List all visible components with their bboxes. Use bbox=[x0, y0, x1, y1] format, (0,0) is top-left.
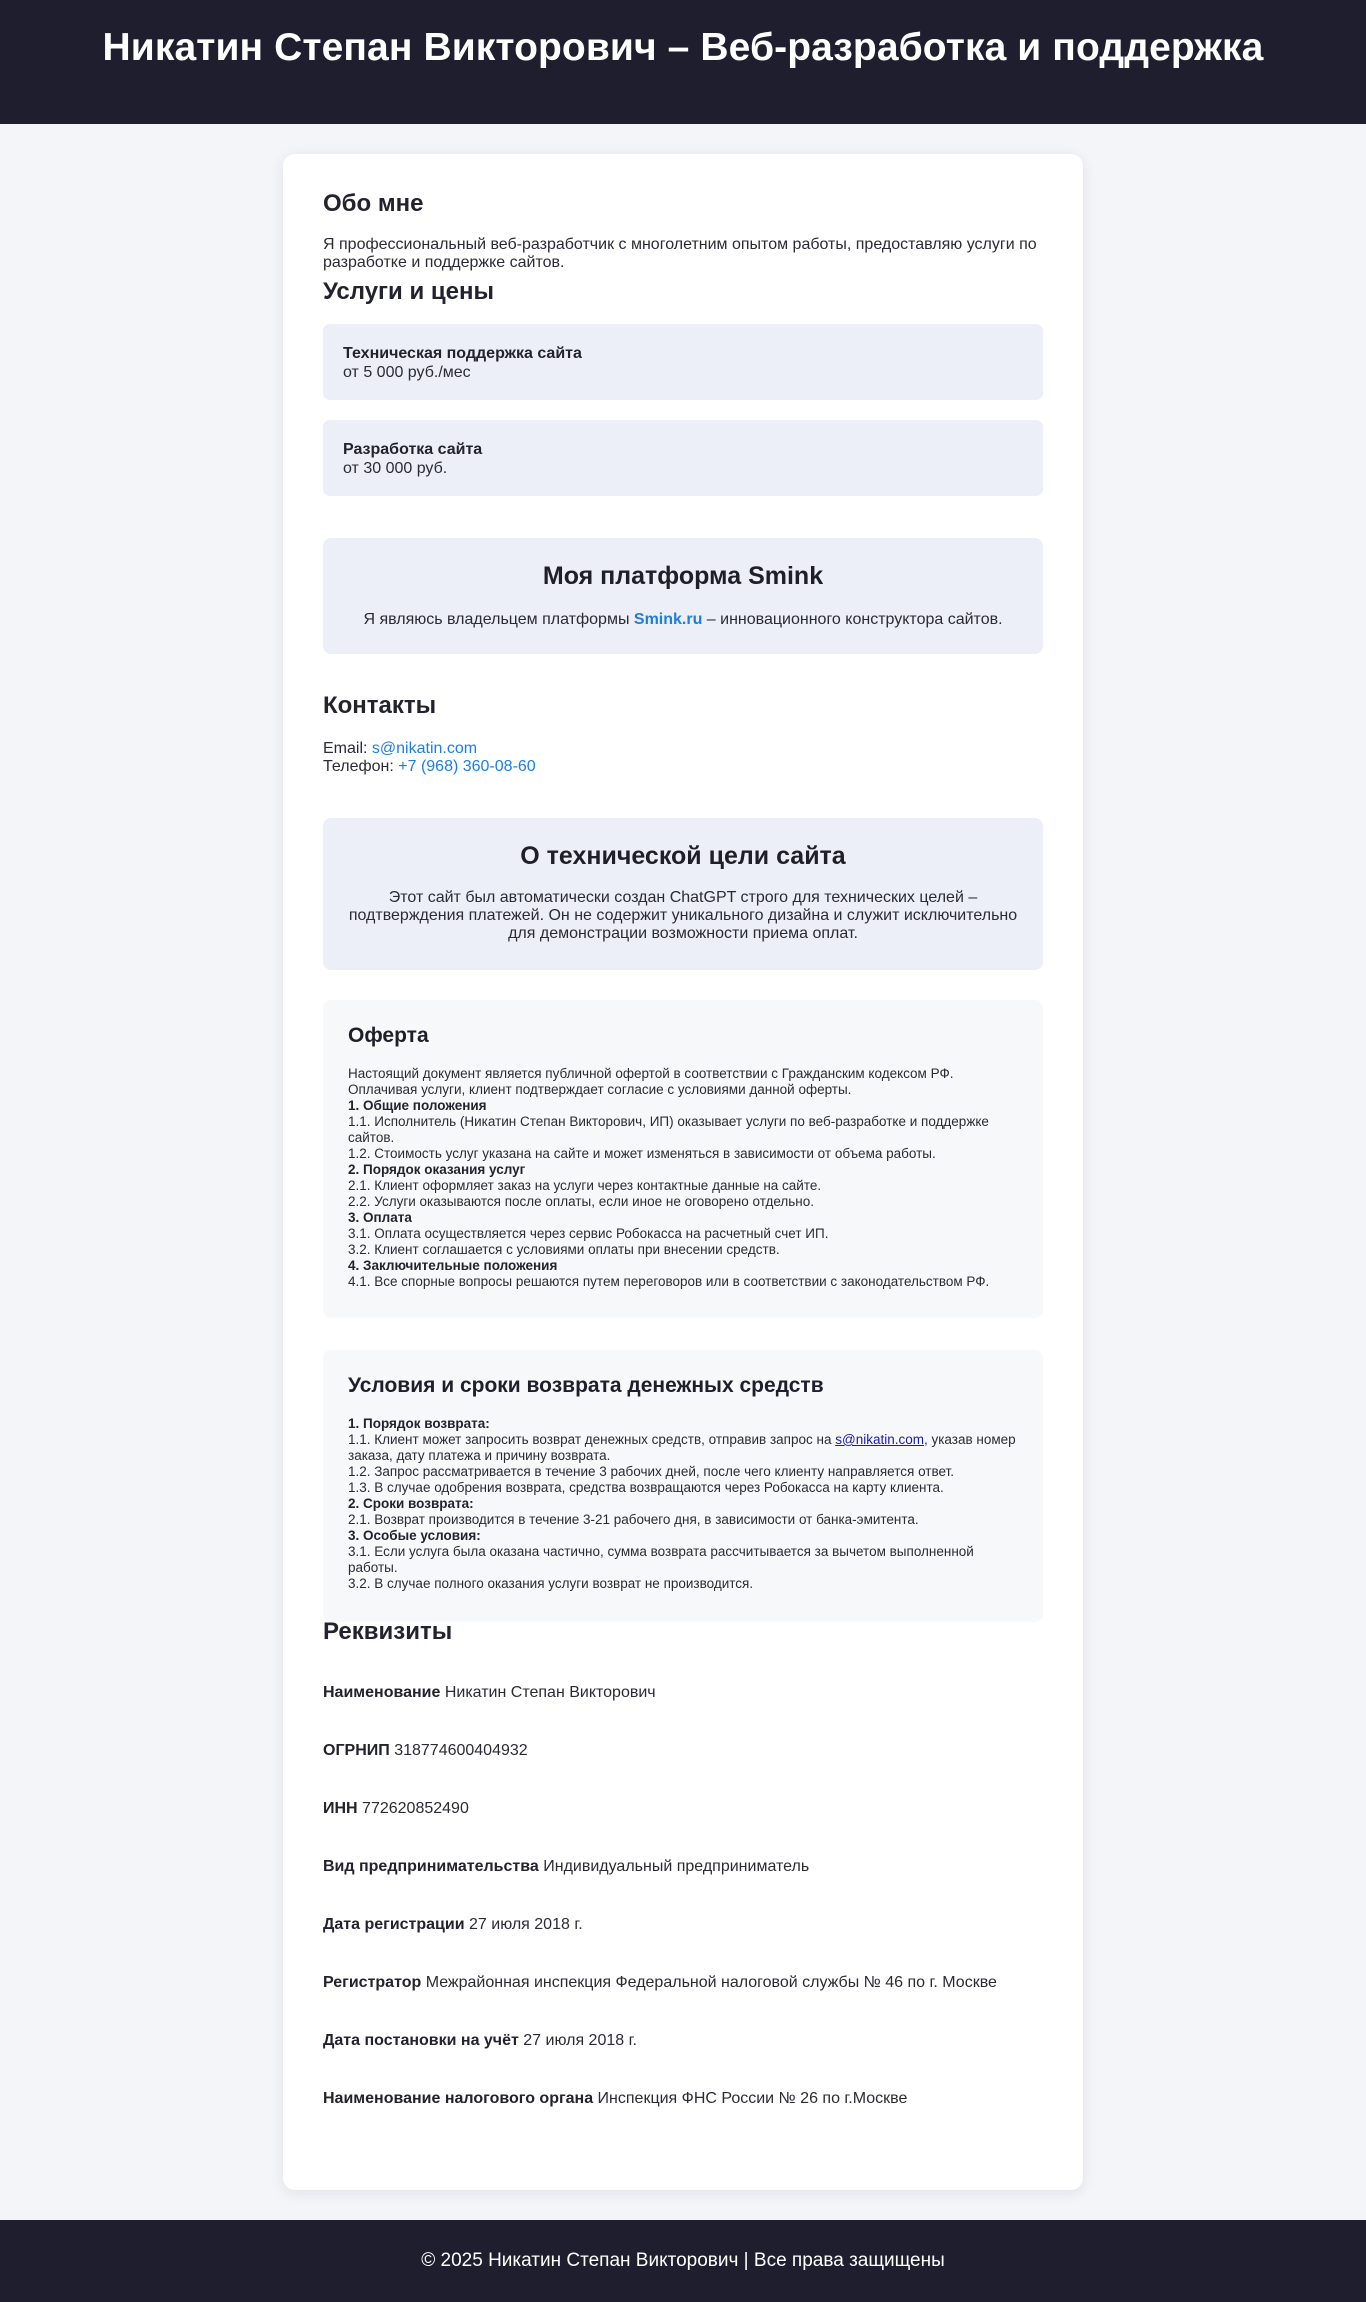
contacts-heading: Контакты bbox=[323, 692, 437, 719]
refund-line: 3.2. В случае полного оказания услуги возврат не производится. bbox=[348, 1576, 754, 1591]
refund-line bbox=[348, 1432, 1018, 1464]
contact-phone-line bbox=[323, 758, 1043, 776]
platform-text bbox=[323, 611, 1043, 629]
offer-line: 3.2. Клиент соглашается с условиями оплаты при внесении средств. bbox=[348, 1242, 780, 1257]
email-link[interactable]: s@nikatin.com bbox=[371, 740, 478, 757]
phone-label: Телефон: bbox=[323, 758, 399, 775]
refund-section bbox=[323, 1350, 1043, 1622]
offer-line: 2.2. Услуги оказываются после оплаты, если иное не оговорено отдельно. bbox=[348, 1194, 815, 1209]
purpose-panel bbox=[323, 818, 1043, 970]
requisite-row bbox=[323, 1858, 809, 1876]
requisite-label: Регистратор bbox=[323, 1974, 422, 1991]
requisite-label: Наименование bbox=[323, 1684, 441, 1701]
refund-line: 2.1. Возврат производится в течение 3-21 рабочего дня, в зависимости от банка-эмитента. bbox=[348, 1512, 919, 1527]
site-header bbox=[0, 0, 1366, 124]
platform-text-end: – инновационного конструктора сайтов. bbox=[702, 611, 1003, 628]
requisite-value: Межрайонная инспекция Федеральной налоговой службы № 46 по г. Москве bbox=[421, 1974, 997, 1991]
requisite-value: Никатин Степан Викторович bbox=[440, 1684, 656, 1701]
about-text: Я профессиональный веб-разработчик с многолетним опытом работы, предоставляю услуги по разработке и поддержке сайтов. bbox=[323, 236, 1037, 271]
offer-heading: Оферта bbox=[348, 1024, 429, 1047]
offer-section-title: 3. Оплата bbox=[348, 1210, 412, 1225]
refund-line-end: , указав номер заказа, дату платежа и причину возврата. bbox=[348, 1432, 1016, 1463]
copyright-text: © 2025 Никатин Степан Викторович | Все права защищены bbox=[421, 2250, 945, 2271]
requisite-label: Дата постановки на учёт bbox=[323, 2032, 519, 2049]
requisite-value: 772620852490 bbox=[357, 1800, 469, 1817]
offer-body bbox=[348, 1066, 1018, 1290]
platform-text-start: Я являюсь владельцем платформы bbox=[363, 611, 634, 628]
requisite-value: 318774600404932 bbox=[389, 1742, 528, 1759]
requisite-row bbox=[323, 1742, 528, 1760]
offer-line: 3.1. Оплата осуществляется через сервис Робокасса на расчетный счет ИП. bbox=[348, 1226, 829, 1241]
requisites-heading: Реквизиты bbox=[323, 1618, 453, 1645]
offer-intro: Настоящий документ является публичной офертой в соответствии с Гражданским кодексом РФ. Оплачивая услуги, клиент подтверждает согласие с условиями данной оферты. bbox=[348, 1066, 954, 1097]
offer-section bbox=[323, 1000, 1043, 1318]
about-heading: Обо мне bbox=[323, 190, 424, 217]
refund-email-link[interactable]: s@nikatin.com bbox=[835, 1432, 924, 1447]
refund-body bbox=[348, 1416, 1018, 1592]
offer-line: 2.1. Клиент оформляет заказ на услуги через контактные данные на сайте. bbox=[348, 1178, 822, 1193]
refund-line-start: 1.1. Клиент может запросить возврат денежных средств, отправив запрос на bbox=[348, 1432, 836, 1447]
platform-heading: Моя платформа Smink bbox=[542, 562, 824, 590]
contacts-section bbox=[323, 692, 1043, 776]
requisite-value: Инспекция ФНС России № 26 по г.Москве bbox=[593, 2090, 908, 2107]
content-card bbox=[283, 154, 1083, 2190]
requisite-value: 27 июля 2018 г. bbox=[518, 2032, 637, 2049]
service-price: от 5 000 руб./мес bbox=[343, 364, 471, 381]
email-label: Email: bbox=[323, 740, 372, 757]
offer-section-title: 4. Заключительные положения bbox=[348, 1258, 558, 1273]
services-section bbox=[323, 278, 1043, 496]
about-section bbox=[323, 190, 1043, 272]
phone-link[interactable]: +7 (968) 360-08-60 bbox=[398, 758, 536, 775]
requisite-label: Наименование налогового органа bbox=[323, 2090, 594, 2107]
offer-line: 4.1. Все спорные вопросы решаются путем переговоров или в соответствии с законодательством РФ. bbox=[348, 1274, 990, 1289]
service-card bbox=[323, 420, 1043, 496]
requisite-row bbox=[323, 2090, 907, 2108]
requisite-row bbox=[323, 1916, 583, 1934]
requisite-row bbox=[323, 1684, 656, 1702]
requisite-value: Индивидуальный предприниматель bbox=[538, 1858, 810, 1875]
offer-section-title: 1. Общие положения bbox=[348, 1098, 487, 1113]
service-name: Разработка сайта bbox=[343, 441, 483, 458]
requisite-label: Вид предпринимательства bbox=[323, 1858, 539, 1875]
service-name: Техническая поддержка сайта bbox=[343, 345, 582, 362]
requisite-row bbox=[323, 1974, 997, 1992]
offer-section-title: 2. Порядок оказания услуг bbox=[348, 1162, 526, 1177]
smink-link[interactable]: Smink.ru bbox=[633, 611, 703, 628]
requisite-row bbox=[323, 1800, 469, 1818]
refund-line: 1.3. В случае одобрения возврата, средства возвращаются через Робокасса на карту клиента. bbox=[348, 1480, 944, 1495]
requisite-label: ОГРНИП bbox=[323, 1742, 390, 1759]
refund-heading: Условия и сроки возврата денежных средств bbox=[348, 1374, 824, 1397]
service-price: от 30 000 руб. bbox=[343, 460, 448, 477]
purpose-text: Этот сайт был автоматически создан ChatGPT строго для технических целей – подтверждения платежей. Он не содержит уникального дизайна и служит исключительно для демонстрации возможности приема оплат. bbox=[348, 889, 1018, 942]
purpose-heading: О технической цели сайта bbox=[520, 842, 846, 870]
refund-section-title: 2. Сроки возврата: bbox=[348, 1496, 474, 1511]
contact-email-line bbox=[323, 740, 1043, 758]
service-card bbox=[323, 324, 1043, 400]
page-title: Никатин Степан Викторович – Веб-разработка и поддержка bbox=[102, 26, 1264, 69]
requisite-row bbox=[323, 2032, 637, 2050]
offer-line: 1.1. Исполнитель (Никатин Степан Викторович, ИП) оказывает услуги по веб-разработке и поддержке сайтов. bbox=[348, 1114, 989, 1145]
platform-panel bbox=[323, 538, 1043, 654]
refund-section-title: 3. Особые условия: bbox=[348, 1528, 481, 1543]
refund-line: 1.2. Запрос рассматривается в течение 3 рабочих дней, после чего клиенту направляется ответ. bbox=[348, 1464, 954, 1479]
requisite-value: 27 июля 2018 г. bbox=[464, 1916, 583, 1933]
requisite-label: Дата регистрации bbox=[323, 1916, 465, 1933]
refund-line: 3.1. Если услуга была оказана частично, сумма возврата рассчитывается за вычетом выполненной работы. bbox=[348, 1544, 974, 1575]
site-footer bbox=[0, 2220, 1366, 2302]
requisite-label: ИНН bbox=[323, 1800, 358, 1817]
refund-section-title: 1. Порядок возврата: bbox=[348, 1416, 490, 1431]
services-heading: Услуги и цены bbox=[323, 278, 494, 305]
offer-line: 1.2. Стоимость услуг указана на сайте и может изменяться в зависимости от объема работы. bbox=[348, 1146, 936, 1161]
